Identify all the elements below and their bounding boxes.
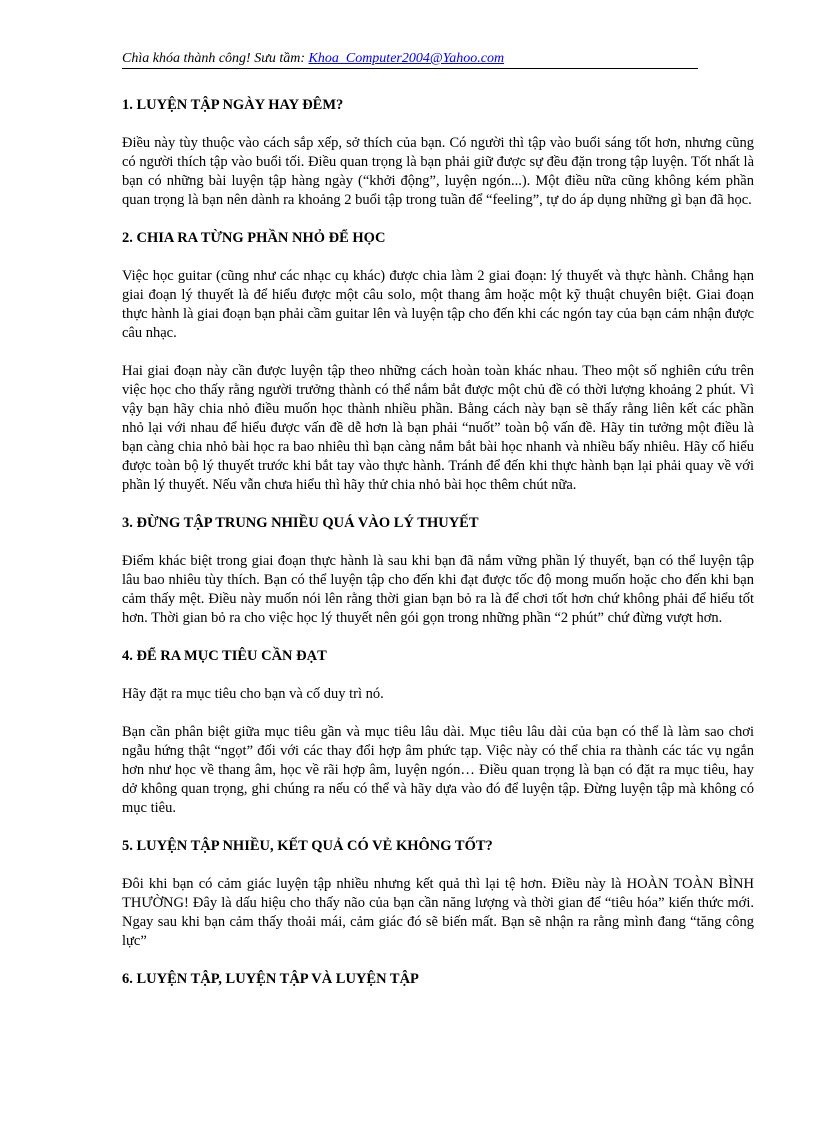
paragraph: Điều này tùy thuộc vào cách sắp xếp, sở thích của bạn. Có người thì tập vào buổi sáng tốt hơn, nhưng cũng có người thích tập vào buổi tối. Điều quan trọng là bạn phải giữ được sự đều đặn trong tập luyện. Tốt nhất là bạn có những bài luyện tập hàng ngày (“khởi động”, luyện ngón...). Một điều nữa cũng không kém phần quan trọng là bạn nên dành ra khoảng 2 buổi tập trong tuần để “feeling”, tự do áp dụng những gì bạn đã học. bbox=[122, 135, 754, 208]
section-3 bbox=[122, 514, 754, 647]
paragraph: Điểm khác biệt trong giai đoạn thực hành là sau khi bạn đã nắm vững phần lý thuyết, bạn có thể luyện tập lâu bao nhiêu tùy thích. Bạn có thể luyện tập cho đến khi đạt được tốc độ mong muốn hoặc cho đến khi bạn cảm thấy mệt. Điều này muốn nói lên rằng thời gian bạn bỏ ra là để chơi tốt hơn chứ không phải để hiểu tốt hơn. Thời gian bỏ ra cho việc học lý thuyết nên gói gọn trong những phần “2 phút” chứ đừng vượt hơn. bbox=[122, 553, 754, 626]
section-5 bbox=[122, 837, 754, 970]
section-1 bbox=[122, 96, 754, 229]
section-4 bbox=[122, 647, 754, 837]
section-heading: 5. LUYỆN TẬP NHIỀU, KẾT QUẢ CÓ VẺ KHÔNG TỐT? bbox=[122, 838, 493, 854]
section-6 bbox=[122, 970, 754, 989]
section-heading: 6. LUYỆN TẬP, LUYỆN TẬP VÀ LUYỆN TẬP bbox=[122, 971, 419, 987]
document-body bbox=[122, 96, 754, 989]
paragraph: Hai giai đoạn này cần được luyện tập theo những cách hoàn toàn khác nhau. Theo một số nghiên cứu trên việc học cho thấy rằng người trưởng thành có thể nắm bắt được một chủ đề có thời lượng khoảng 2 phút. Vì vậy bạn hãy chia nhỏ điều muốn học thành nhiều phần. Bằng cách này bạn sẽ thấy rằng liên kết các phần nhỏ lại với nhau để hiểu được vấn đề dễ hơn là bạn phải “nuốt” toàn bộ vấn đề. Hãy tin tưởng một điều là bạn càng chia nhỏ bài học ra bao nhiêu thì bạn càng nắm bắt bài học nhanh và nhiều bấy nhiêu. Hãy cố hiểu được toàn bộ lý thuyết trước khi bắt tay vào thực hành. Tránh để đến khi thực hành bạn lại phải quay về với phần lý thuyết. Nếu vẫn chưa hiểu thì hãy thử chia nhỏ bài học thêm chút nữa. bbox=[122, 363, 754, 493]
paragraph: Việc học guitar (cũng như các nhạc cụ khác) được chia làm 2 giai đoạn: lý thuyết và thực hành. Chẳng hạn giai đoạn lý thuyết là để hiểu được một câu solo, một thang âm hoặc một kỹ thuật chuyên biệt. Giai đoạn thực hành là giai đoạn bạn phải cầm guitar lên và luyện tập cho đến khi các ngón tay của bạn cảm nhận được câu nhạc. bbox=[122, 268, 754, 341]
section-heading: 2. CHIA RA TỪNG PHẦN NHỎ ĐỂ HỌC bbox=[122, 230, 386, 246]
paragraph: Hãy đặt ra mục tiêu cho bạn và cố duy trì nó. bbox=[122, 686, 384, 702]
section-2 bbox=[122, 229, 754, 514]
paragraph: Bạn cần phân biệt giữa mục tiêu gần và mục tiêu lâu dài. Mục tiêu lâu dài của bạn có thể là làm sao chơi ngẫu hứng thật “ngọt” đối với các thay đổi hợp âm phức tạp. Việc này có thể chia ra thành các tác vụ ngắn hơn như học về thang âm, học về rãi hợp âm, luyện ngón… Điều quan trọng là bạn có đặt ra mục tiêu, hay dở không quan trọng, ghi chúng ra nếu có thể và hãy dựa vào đó để luyện tập. Đừng luyện tập mà không có mục tiêu. bbox=[122, 724, 754, 816]
page-header bbox=[122, 50, 698, 69]
section-heading: 3. ĐỪNG TẬP TRUNG NHIỀU QUÁ VÀO LÝ THUYẾT bbox=[122, 515, 479, 531]
paragraph: Đôi khi bạn có cảm giác luyện tập nhiều nhưng kết quả thì lại tệ hơn. Điều này là HOÀN TOÀN BÌNH THƯỜNG! Đây là dấu hiệu cho thấy não của bạn cần năng lượng và thời gian để “tiêu hóa” kiến thức mới. Ngay sau khi bạn cảm thấy thoải mái, cảm giác đó sẽ biến mất. Bạn sẽ nhận ra rằng mình đang “tăng công lực” bbox=[122, 876, 754, 949]
section-heading: 1. LUYỆN TẬP NGÀY HAY ĐÊM? bbox=[122, 97, 344, 113]
section-heading: 4. ĐỂ RA MỤC TIÊU CẦN ĐẠT bbox=[122, 648, 327, 664]
header-email-link[interactable]: Khoa_Computer2004@Yahoo.com bbox=[308, 51, 505, 66]
header-text: Chìa khóa thành công! Sưu tầm: bbox=[122, 51, 309, 66]
